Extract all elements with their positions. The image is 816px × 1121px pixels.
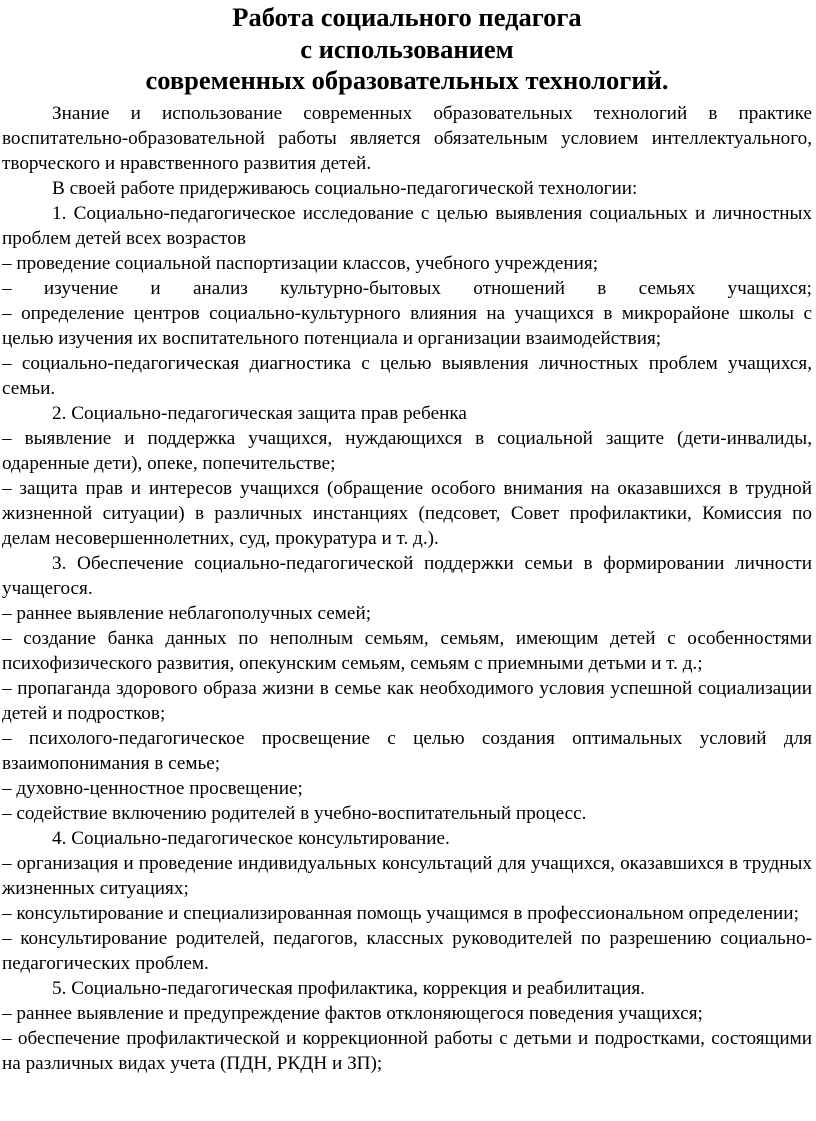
- list-item: – консультирование родителей, педагогов, классных руководителей по разрешению социально-педагогических проблем.: [2, 927, 812, 974]
- section-heading: 5. Социально-педагогическая профилактика, коррекция и реабилитация.: [52, 977, 645, 999]
- list-item: – социально-педагогическая диагностика с целью выявления личностных проблем учащихся, семьи.: [2, 352, 812, 399]
- section-heading: 1. Социально-педагогическое исследование с целью выявления социальных и личностных проблем детей всех возрастов: [2, 202, 812, 249]
- intro-paragraph: Знание и использование современных образовательных технологий в практике воспитательно-образовательной работы является обязательным условием интеллектуального, творческого и нравственного развития детей.: [2, 102, 812, 174]
- list-item: – психолого-педагогическое просвещение с целью создания оптимальных условий для взаимопонимания в семье;: [2, 727, 812, 774]
- list-item: – пропаганда здорового образа жизни в семье как необходимого условия успешной социализации детей и подростков;: [2, 677, 812, 724]
- list-item: – определение центров социально-культурного влияния на учащихся в микрорайоне школы с целью изучения их воспитательного потенциала и организации взаимодействия;: [2, 302, 812, 349]
- section-heading: 3. Обеспечение социально-педагогической поддержки семьи в формировании личности учащегося.: [2, 552, 812, 599]
- page-title: [2, 2, 812, 97]
- list-item: – защита прав и интересов учащихся (обращение особого внимания на оказавшихся в трудной жизненной ситуации) в различных инстанциях (педсовет, Совет профилактики, Комиссия по делам несовершеннолетних, суд, прокуратура и т. д.).: [2, 477, 812, 549]
- list-item: – раннее выявление и предупреждение фактов отклоняющегося поведения учащихся;: [2, 1002, 703, 1024]
- list-item: – проведение социальной паспортизации классов, учебного учреждения;: [2, 252, 599, 274]
- list-item: – создание банка данных по неполным семьям, семьям, имеющим детей с особенностями психофизического развития, опекунским семьям, семьям с приемными детьми и т. д.;: [2, 627, 812, 674]
- section-heading: 4. Социально-педагогическое консультирование.: [52, 827, 450, 849]
- lead-paragraph: В своей работе придерживаюсь социально-педагогической технологии:: [52, 177, 638, 199]
- section-heading: 2. Социально-педагогическая защита прав ребенка: [52, 402, 467, 424]
- list-item: – обеспечение профилактической и коррекционной работы с детьми и подростками, состоящими на различных видах учета (ПДН, РКДН и ЗП);: [2, 1027, 812, 1074]
- title-line-1: Работа социального педагога: [232, 2, 582, 32]
- list-item: – духовно-ценностное просвещение;: [2, 777, 303, 799]
- list-item: – организация и проведение индивидуальных консультаций для учащихся, оказавшихся в трудных жизненных ситуациях;: [2, 852, 812, 899]
- title-line-2: с использованием: [300, 33, 514, 64]
- title-line-3: современных образовательных технологий.: [145, 65, 669, 95]
- list-item: – содействие включению родителей в учебно-воспитательный процесс.: [2, 802, 587, 824]
- list-item: – выявление и поддержка учащихся, нуждающихся в социальной защите (дети-инвалиды, одаренные дети), опеке, попечительстве;: [2, 427, 812, 474]
- list-item: – консультирование и специализированная помощь учащимся в профессиональном определении;: [2, 902, 799, 924]
- list-item: – раннее выявление неблагополучных семей;: [2, 602, 372, 624]
- list-item: – изучение и анализ культурно-бытовых отношений в семьях учащихся;: [2, 277, 812, 299]
